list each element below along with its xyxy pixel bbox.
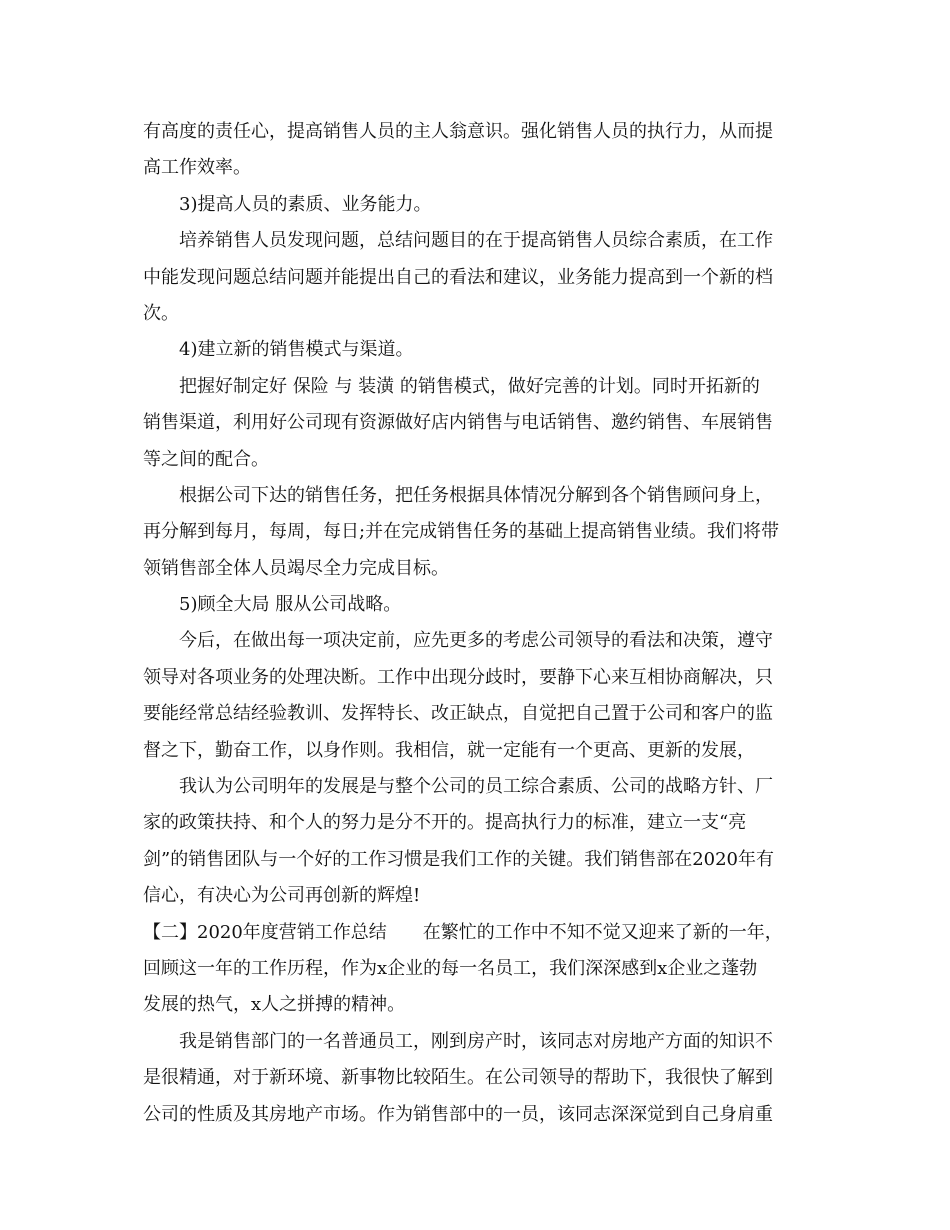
text-line: 再分解到每月，每周，每日;并在完成销售任务的基础上提高销售业绩。我们将带 — [143, 521, 780, 543]
text-line: 我认为公司明年的发展是与整个公司的员工综合素质、公司的战略方针、厂 — [179, 776, 773, 798]
text-line: 是很精通，对于新环境、新事物比较陌生。在公司领导的帮助下，我很快了解到 — [143, 1067, 773, 1089]
document-body — [143, 114, 813, 1133]
text-line: 剑”的销售团队与一个好的工作习惯是我们工作的关键。我们销售部在2020年有 — [143, 848, 775, 870]
text-line: 领导对各项业务的处理决断。工作中出现分歧时，要静下心来互相协商解决，只 — [143, 666, 773, 688]
text-line: 把握好制定好 保险 与 装潢 的销售模式，做好完善的计划。同时开拓新的 — [179, 375, 760, 397]
text-line: 回顾这一年的工作历程，作为x企业的每一名员工，我们深深感到x企业之蓬勃 — [143, 957, 758, 979]
text-line: 培养销售人员发现问题，总结问题目的在于提高销售人员综合素质，在工作 — [179, 230, 773, 252]
text-line: 中能发现问题总结问题并能提出自己的看法和建议，业务能力提高到一个新的档 — [143, 266, 773, 288]
text-line: 督之下，勤奋工作，以身作则。我相信，就一定能有一个更高、更新的发展， — [143, 739, 755, 761]
text-line: 公司的性质及其房地产市场。作为销售部中的一员，该同志深深觉到自己身肩重 — [143, 1103, 773, 1125]
text-line: 3)提高人员的素质、业务能力。 — [179, 193, 432, 215]
text-line: 根据公司下达的销售任务，把任务根据具体情况分解到各个销售顾问身上， — [179, 484, 773, 506]
text-line: 销售渠道，利用好公司现有资源做好店内销售与电话销售、邀约销售、车展销售 — [143, 412, 773, 434]
text-line: 家的政策扶持、和个人的努力是分不开的。提高执行力的标准，建立一支“亮 — [143, 812, 747, 834]
text-line: 领销售部全体人员竭尽全力完成目标。 — [143, 557, 449, 579]
text-line: 高工作效率。 — [143, 157, 251, 179]
text-line: 次。 — [143, 302, 179, 324]
text-line: 【二】2020年度营销工作总结 在繁忙的工作中不知不觉又迎来了新的一年， — [143, 921, 783, 943]
text-line: 4)建立新的销售模式与渠道。 — [179, 339, 414, 361]
text-line: 今后，在做出每一项决定前，应先更多的考虑公司领导的看法和决策，遵守 — [179, 630, 773, 652]
text-line: 要能经常总结经验教训、发挥特长、改正缺点，自觉把自己置于公司和客户的监 — [143, 703, 773, 725]
text-line: 有高度的责任心，提高销售人员的主人翁意识。强化销售人员的执行力，从而提 — [143, 121, 773, 142]
text-line: 等之间的配合。 — [143, 448, 269, 470]
text-line: 发展的热气，x人之拼搏的精神。 — [143, 994, 406, 1016]
text-line: 5)顾全大局 服从公司战略。 — [179, 594, 402, 616]
text-line: 我是销售部门的一名普通员工，刚到房产时，该同志对房地产方面的知识不 — [179, 1030, 773, 1052]
text-line: 信心，有决心为公司再创新的辉煌! — [143, 885, 421, 907]
